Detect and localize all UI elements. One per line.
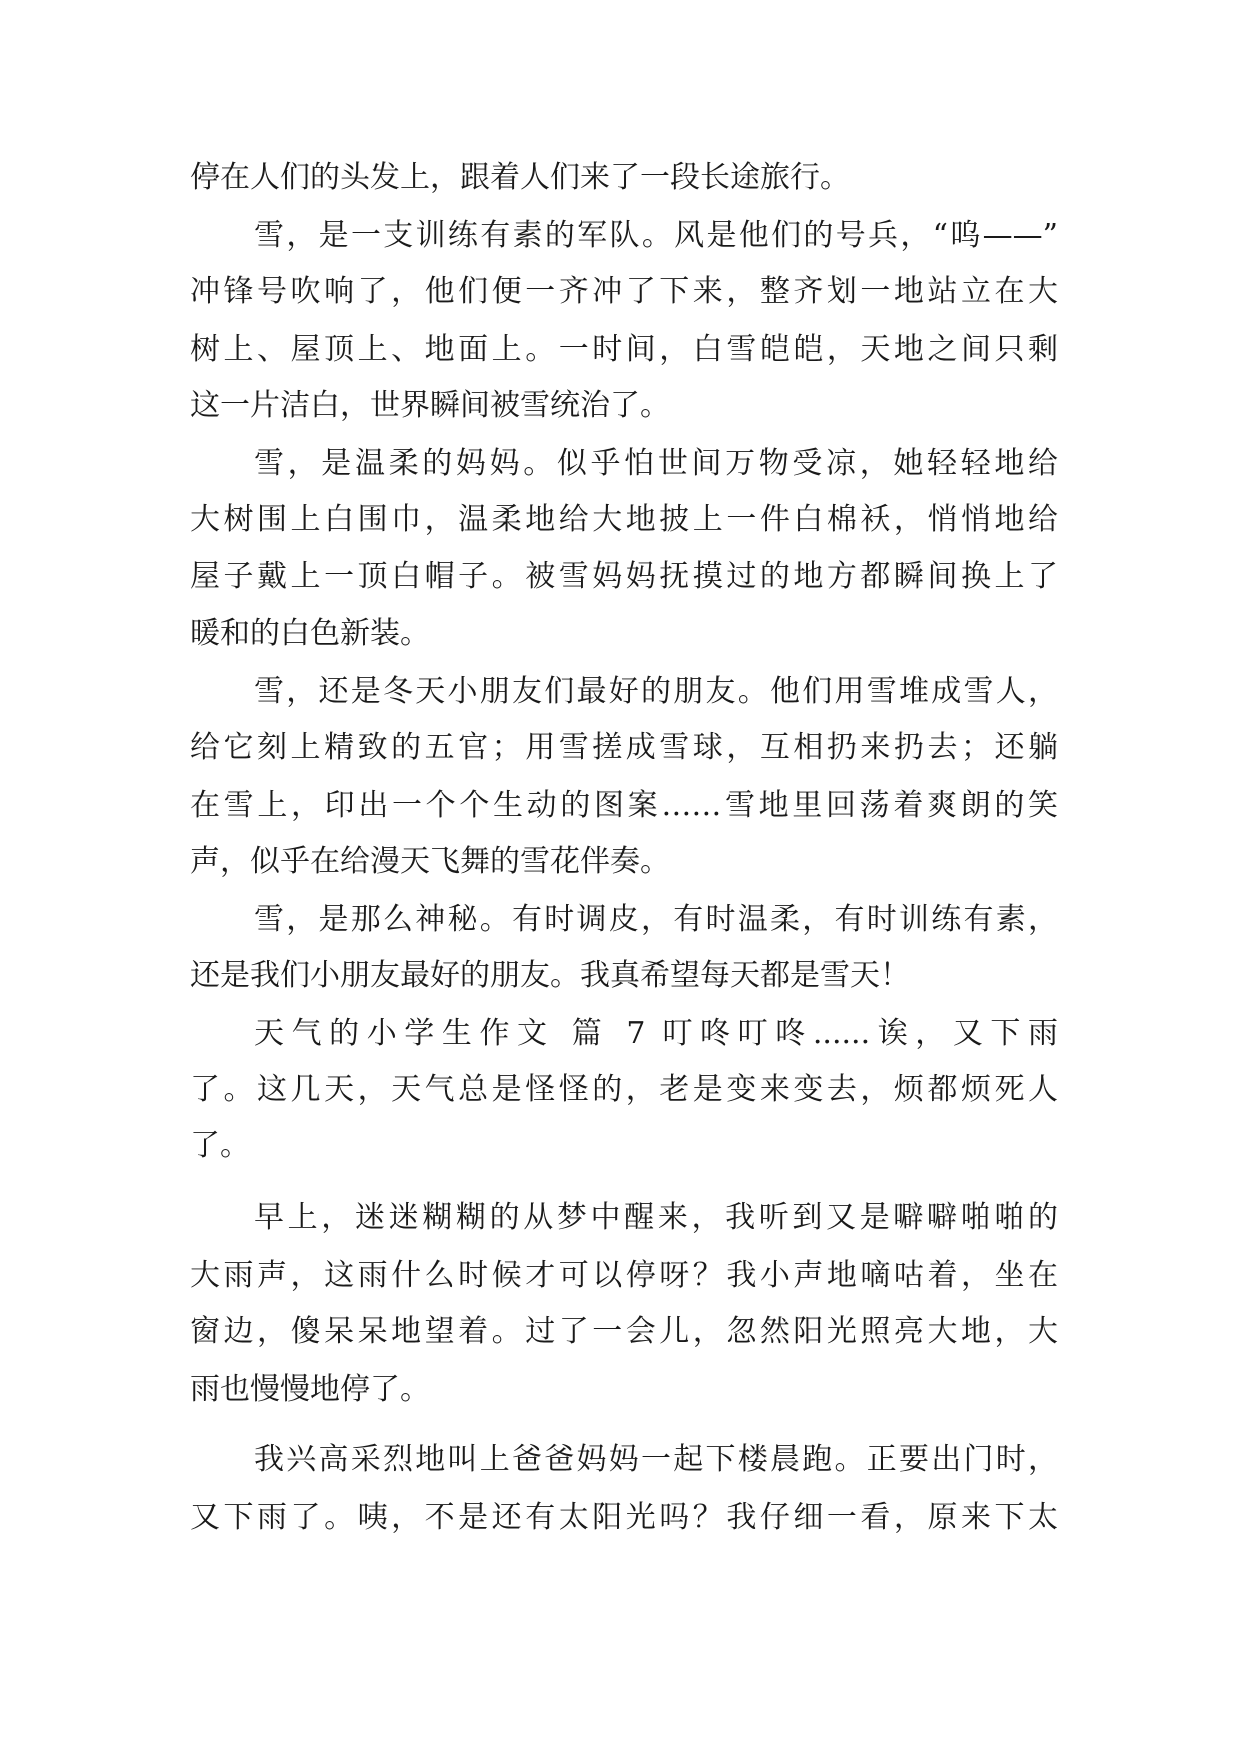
text-line: 雪，还是冬天小朋友们最好的朋友。他们用雪堆成雪人， <box>254 674 1058 709</box>
text-line: 还是我们小朋友最好的朋友。我真希望每天都是雪天！ <box>190 958 910 993</box>
text-line: 了。 <box>190 1128 250 1163</box>
text-line: 给它刻上精致的五官；用雪搓成雪球，互相扔来扔去；还躺 <box>190 730 1058 765</box>
text-line: 早上，迷迷糊糊的从梦中醒来，我听到又是噼噼啪啪的 <box>254 1200 1058 1235</box>
text-line: 声，似乎在给漫天飞舞的雪花伴奏。 <box>190 844 670 879</box>
text-line: 又下雨了。咦，不是还有太阳光吗？我仔细一看，原来下太 <box>190 1500 1058 1535</box>
text-line: 这一片洁白，世界瞬间被雪统治了。 <box>190 388 670 423</box>
text-line: 树上、屋顶上、地面上。一时间，白雪皑皑，天地之间只剩 <box>190 332 1058 367</box>
text-line: 屋子戴上一顶白帽子。被雪妈妈抚摸过的地方都瞬间换上了 <box>190 559 1058 594</box>
text-line: 雪，是那么神秘。有时调皮，有时温柔，有时训练有素， <box>254 902 1058 937</box>
text-line: 窗边，傻呆呆地望着。过了一会儿，忽然阳光照亮大地，大 <box>190 1314 1058 1349</box>
text-line: 大树围上白围巾，温柔地给大地披上一件白棉袄，悄悄地给 <box>190 502 1058 537</box>
text-line: 了。这几天，天气总是怪怪的，老是变来变去，烦都烦死人 <box>190 1072 1058 1107</box>
text-line: 暖和的白色新装。 <box>190 616 430 651</box>
text-line: 雨也慢慢地停了。 <box>190 1372 430 1407</box>
text-line: 天气的小学生作文 篇 7 叮咚叮咚......诶，又下雨 <box>254 1016 1058 1051</box>
text-line: 停在人们的头发上，跟着人们来了一段长途旅行。 <box>190 160 850 195</box>
text-line: 在雪上，印出一个个生动的图案……雪地里回荡着爽朗的笑 <box>190 788 1058 823</box>
text-line: 我兴高采烈地叫上爸爸妈妈一起下楼晨跑。正要出门时， <box>254 1442 1058 1477</box>
text-line: 冲锋号吹响了，他们便一齐冲了下来，整齐划一地站立在大 <box>190 274 1058 309</box>
text-line: 雪，是一支训练有素的军队。风是他们的号兵，“呜——” <box>254 218 1058 253</box>
text-line: 大雨声，这雨什么时候才可以停呀？我小声地嘀咕着，坐在 <box>190 1258 1058 1293</box>
text-line: 雪，是温柔的妈妈。似乎怕世间万物受凉，她轻轻地给 <box>254 446 1058 481</box>
